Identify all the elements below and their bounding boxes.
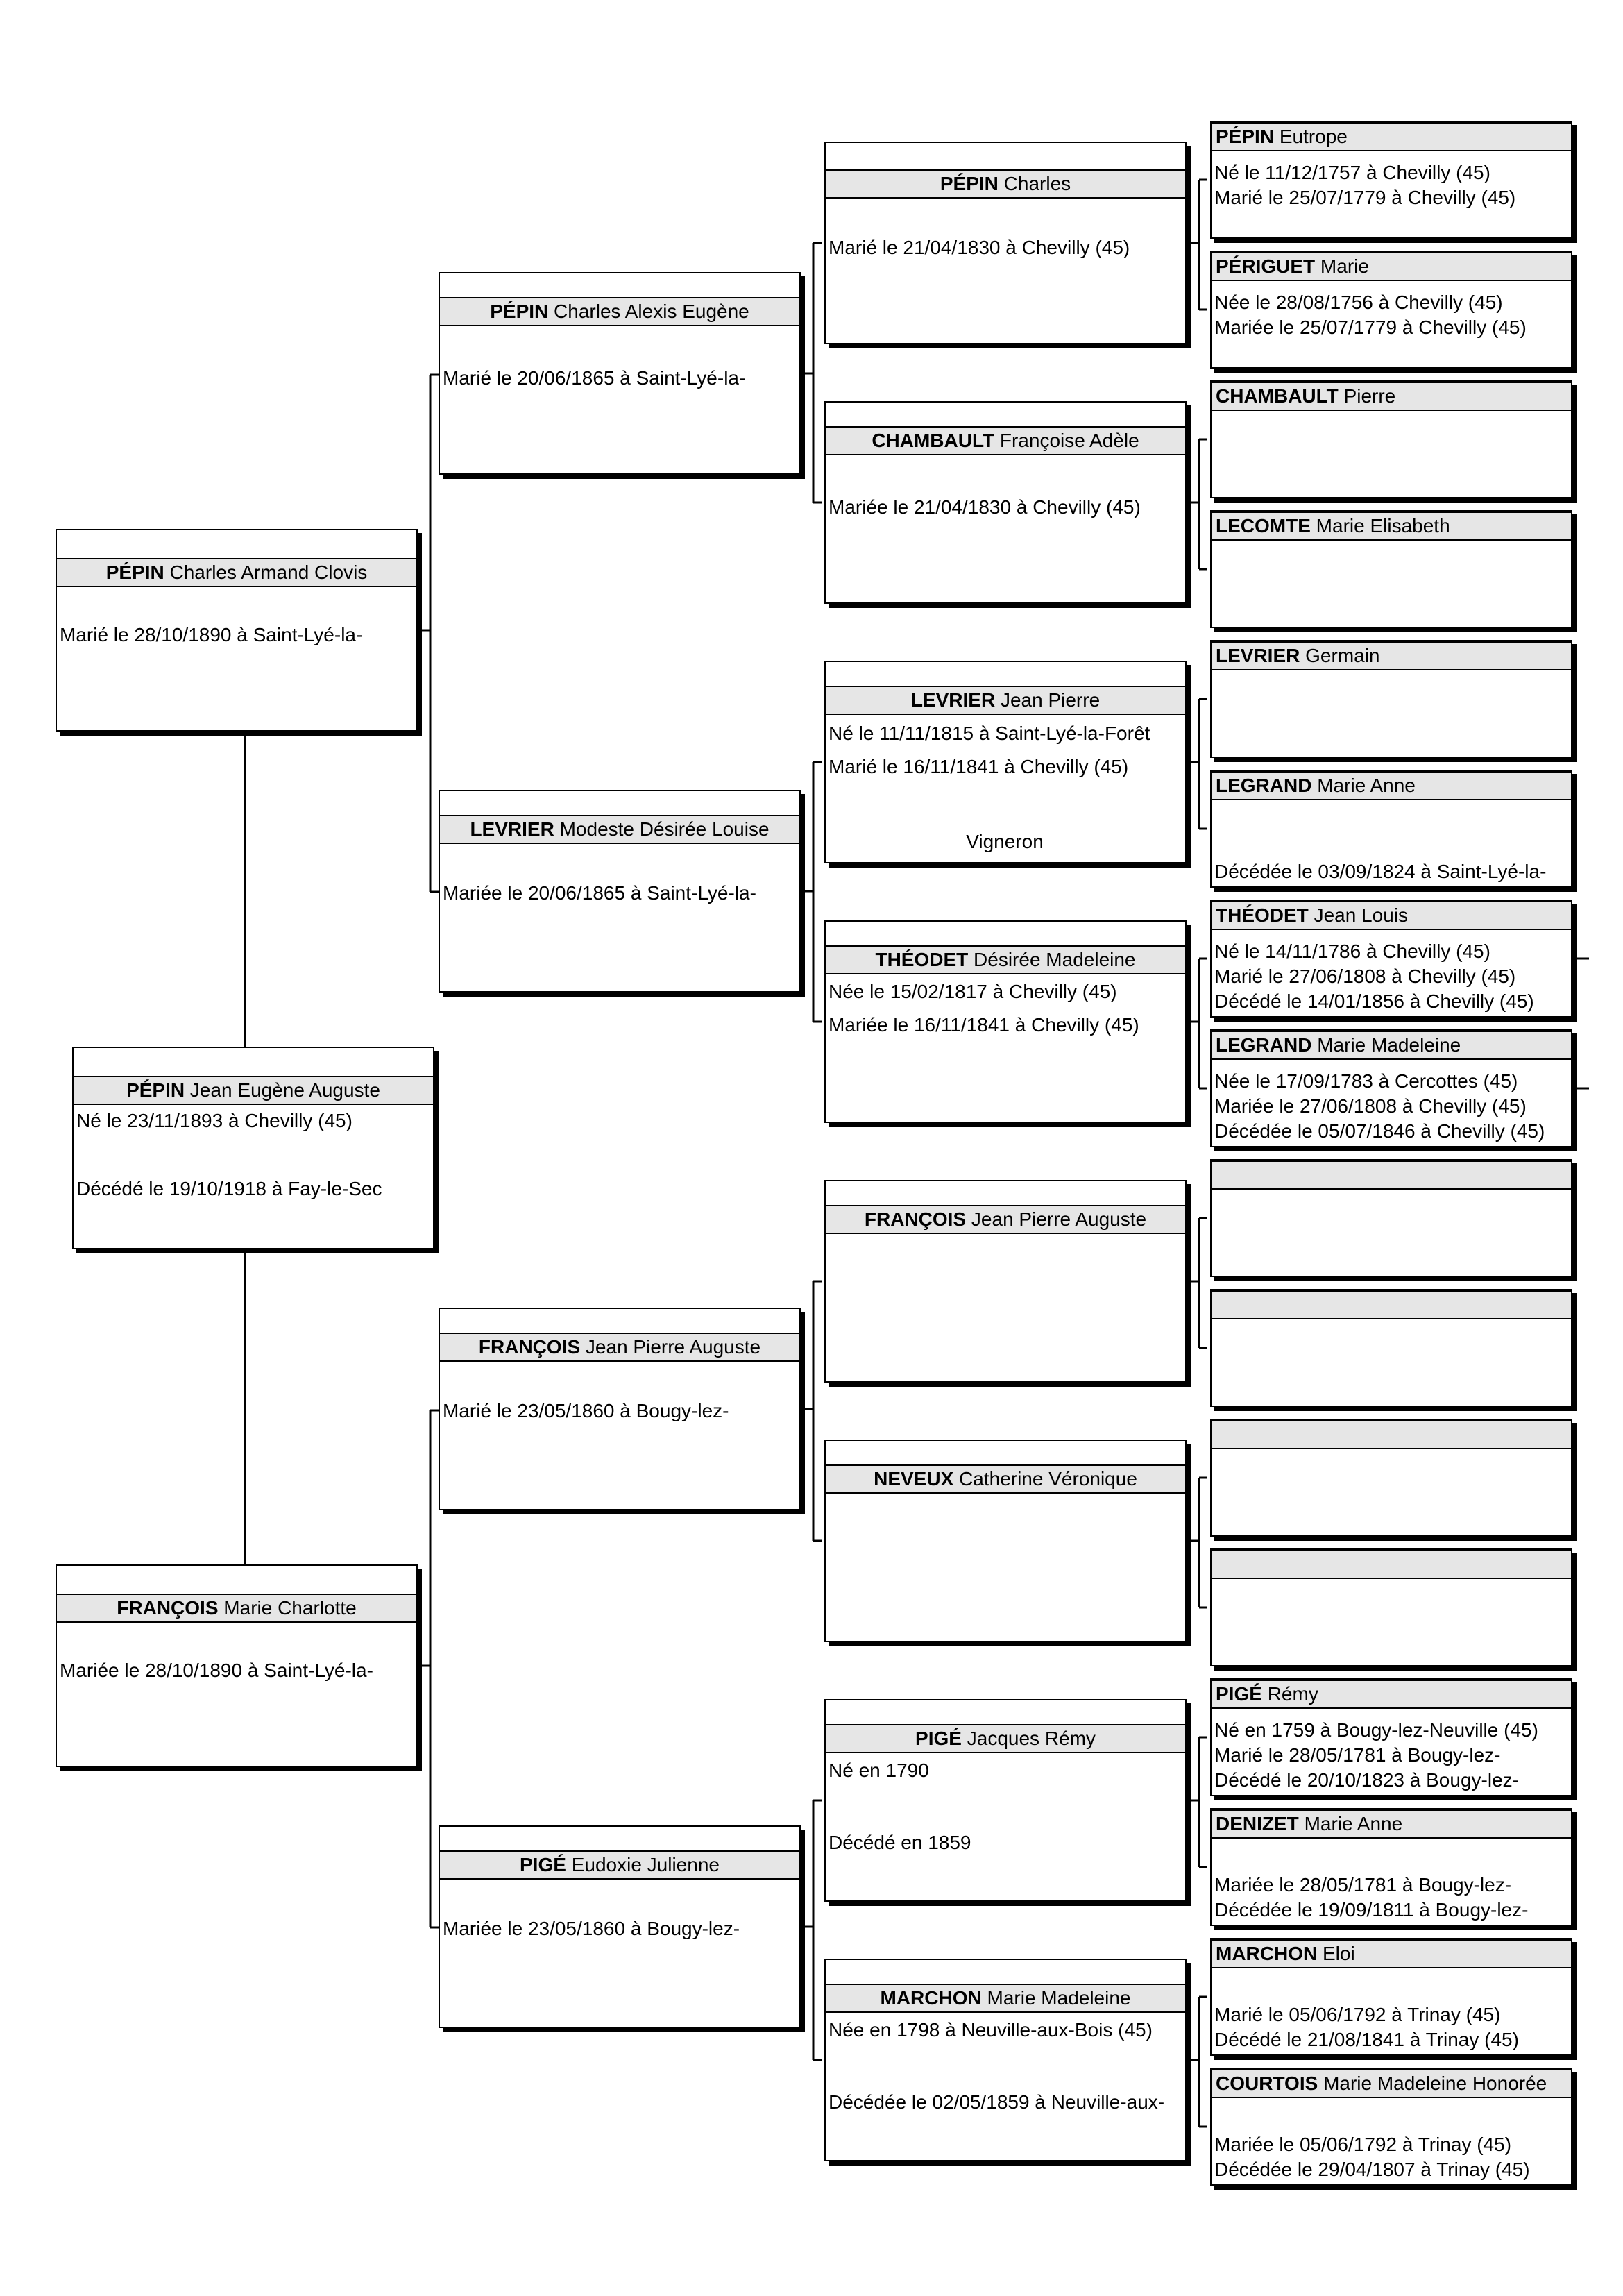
person-box-gen3-4[interactable] — [439, 1825, 801, 2028]
person-fact: Né le 23/11/1893 à Chevilly (45) — [76, 1110, 352, 1131]
person-name: COURTOIS Marie Madeleine Honorée — [1212, 2069, 1571, 2098]
person-fact: Mariée le 28/10/1890 à Saint-Lyé-la- — [60, 1660, 373, 1681]
person-box-gen4-7[interactable] — [824, 1699, 1187, 1902]
person-box-gen5-7[interactable] — [1210, 900, 1572, 1018]
person-box-gen5-8[interactable] — [1210, 1029, 1572, 1147]
person-fact: Mariée le 20/06/1865 à Saint-Lyé-la- — [443, 882, 756, 904]
person-name: LEVRIER Jean Pierre — [826, 686, 1185, 715]
person-fact: Né le 14/11/1786 à Chevilly (45) — [1214, 940, 1490, 962]
person-name: PIGÉ Eudoxie Julienne — [440, 1850, 799, 1880]
person-box-gen4-6[interactable] — [824, 1440, 1187, 1642]
person-name — [1212, 1160, 1571, 1190]
person-fact: Décédée le 29/04/1807 à Trinay (45) — [1214, 2159, 1530, 2180]
person-name: CHAMBAULT Pierre — [1212, 382, 1571, 411]
person-name: PÉPIN Jean Eugène Auguste — [74, 1076, 433, 1105]
person-name — [1212, 1290, 1571, 1319]
person-fact: Mariée le 21/04/1830 à Chevilly (45) — [829, 496, 1141, 518]
person-occupation: Vigneron — [966, 831, 1044, 852]
person-fact: Marié le 27/06/1808 à Chevilly (45) — [1214, 965, 1516, 987]
person-box-gen5-5[interactable] — [1210, 640, 1572, 758]
person-box-gen5-14[interactable] — [1210, 1808, 1572, 1926]
person-name — [1212, 1550, 1571, 1579]
person-fact: Décédé le 21/08/1841 à Trinay (45) — [1214, 2029, 1519, 2050]
person-fact: Né en 1790 — [829, 1759, 929, 1781]
person-name: PÉPIN Eutrope — [1212, 122, 1571, 151]
person-fact: Décédé le 20/10/1823 à Bougy-lez- — [1214, 1769, 1519, 1791]
person-box-gen4-2[interactable] — [824, 401, 1187, 604]
person-fact: Décédée le 03/09/1824 à Saint-Lyé-la- — [1214, 861, 1547, 882]
person-name: FRANÇOIS Jean Pierre Auguste — [826, 1205, 1185, 1234]
person-box-gen5-15[interactable] — [1210, 1938, 1572, 2056]
person-name: PÉPIN Charles — [826, 169, 1185, 199]
person-box-gen5-11[interactable] — [1210, 1419, 1572, 1537]
person-box-gen4-5[interactable] — [824, 1180, 1187, 1383]
person-name: PÉRIGUET Marie — [1212, 252, 1571, 281]
person-fact: Né le 11/12/1757 à Chevilly (45) — [1214, 162, 1490, 183]
person-fact: Marié le 28/10/1890 à Saint-Lyé-la- — [60, 624, 363, 645]
person-fact: Marié le 21/04/1830 à Chevilly (45) — [829, 237, 1130, 258]
person-name: MARCHON Eloi — [1212, 1939, 1571, 1968]
person-fact: Née le 17/09/1783 à Cercottes (45) — [1214, 1070, 1518, 1092]
person-name — [1212, 1420, 1571, 1449]
person-fact: Décédée le 05/07/1846 à Chevilly (45) — [1214, 1120, 1545, 1142]
person-box-gen5-3[interactable] — [1210, 380, 1572, 498]
person-name: DENIZET Marie Anne — [1212, 1809, 1571, 1839]
person-box-gen4-4[interactable] — [824, 920, 1187, 1123]
person-fact: Marié le 05/06/1792 à Trinay (45) — [1214, 2004, 1501, 2025]
person-fact: Marié le 25/07/1779 à Chevilly (45) — [1214, 187, 1516, 208]
person-fact: Mariée le 28/05/1781 à Bougy-lez- — [1214, 1874, 1512, 1896]
person-fact: Marié le 16/11/1841 à Chevilly (45) — [829, 756, 1129, 777]
person-fact: Marié le 23/05/1860 à Bougy-lez- — [443, 1400, 729, 1421]
person-name: LEVRIER Modeste Désirée Louise — [440, 815, 799, 844]
person-fact: Mariée le 27/06/1808 à Chevilly (45) — [1214, 1095, 1527, 1117]
person-name: LEGRAND Marie Madeleine — [1212, 1031, 1571, 1060]
person-name: THÉODET Jean Louis — [1212, 901, 1571, 930]
person-box-gen3-3[interactable] — [439, 1308, 801, 1510]
person-name: LEVRIER Germain — [1212, 641, 1571, 670]
person-fact: Mariée le 23/05/1860 à Bougy-lez- — [443, 1918, 740, 1939]
person-name: PIGÉ Jacques Rémy — [826, 1724, 1185, 1753]
person-fact: Née en 1798 à Neuville-aux-Bois (45) — [829, 2019, 1153, 2041]
person-box-gen5-9[interactable] — [1210, 1159, 1572, 1277]
person-name: NEVEUX Catherine Véronique — [826, 1464, 1185, 1494]
person-name: LEGRAND Marie Anne — [1212, 771, 1571, 800]
person-box-gen5-16[interactable] — [1210, 2068, 1572, 2186]
person-box-gen3-1[interactable] — [439, 272, 801, 475]
person-box-gen4-8[interactable] — [824, 1959, 1187, 2161]
person-fact: Mariée le 05/06/1792 à Trinay (45) — [1214, 2134, 1512, 2155]
person-fact: Mariée le 25/07/1779 à Chevilly (45) — [1214, 316, 1527, 338]
person-fact: Marié le 28/05/1781 à Bougy-lez- — [1214, 1744, 1501, 1766]
person-name: CHAMBAULT Françoise Adèle — [826, 426, 1185, 455]
person-box-gen5-12[interactable] — [1210, 1548, 1572, 1666]
person-fact: Née le 15/02/1817 à Chevilly (45) — [829, 981, 1117, 1002]
person-fact: Marié le 20/06/1865 à Saint-Lyé-la- — [443, 367, 746, 389]
person-name: LECOMTE Marie Elisabeth — [1212, 512, 1571, 541]
person-box-gen4-3[interactable] — [824, 661, 1187, 863]
person-fact: Décédée le 19/09/1811 à Bougy-lez- — [1214, 1899, 1529, 1921]
person-name: FRANÇOIS Jean Pierre Auguste — [440, 1333, 799, 1362]
person-fact: Décédée le 02/05/1859 à Neuville-aux- — [829, 2091, 1165, 2113]
person-fact: Décédé en 1859 — [829, 1832, 971, 1853]
person-box-gen3-2[interactable] — [439, 790, 801, 993]
person-box-gen5-1[interactable] — [1210, 121, 1572, 239]
person-box-father[interactable] — [56, 529, 418, 732]
person-name: PÉPIN Charles Armand Clovis — [57, 558, 416, 587]
person-fact: Mariée le 16/11/1841 à Chevilly (45) — [829, 1014, 1139, 1036]
person-box-subject[interactable] — [72, 1047, 434, 1249]
person-name: PIGÉ Rémy — [1212, 1680, 1571, 1709]
person-box-gen4-1[interactable] — [824, 142, 1187, 344]
person-box-mother[interactable] — [56, 1564, 418, 1767]
person-fact: Né le 11/11/1815 à Saint-Lyé-la-Forêt — [829, 723, 1150, 744]
person-fact: Décédé le 19/10/1918 à Fay-le-Sec — [76, 1178, 382, 1199]
person-box-gen5-4[interactable] — [1210, 510, 1572, 628]
person-fact: Né en 1759 à Bougy-lez-Neuville (45) — [1214, 1719, 1538, 1741]
person-name: PÉPIN Charles Alexis Eugène — [440, 297, 799, 326]
person-fact: Née le 28/08/1756 à Chevilly (45) — [1214, 292, 1503, 313]
person-box-gen5-6[interactable] — [1210, 770, 1572, 888]
person-fact: Décédé le 14/01/1856 à Chevilly (45) — [1214, 990, 1534, 1012]
person-box-gen5-13[interactable] — [1210, 1678, 1572, 1796]
person-name: MARCHON Marie Madeleine — [826, 1984, 1185, 2013]
person-name: FRANÇOIS Marie Charlotte — [57, 1594, 416, 1623]
person-box-gen5-10[interactable] — [1210, 1289, 1572, 1407]
person-box-gen5-2[interactable] — [1210, 251, 1572, 369]
person-name: THÉODET Désirée Madeleine — [826, 945, 1185, 974]
